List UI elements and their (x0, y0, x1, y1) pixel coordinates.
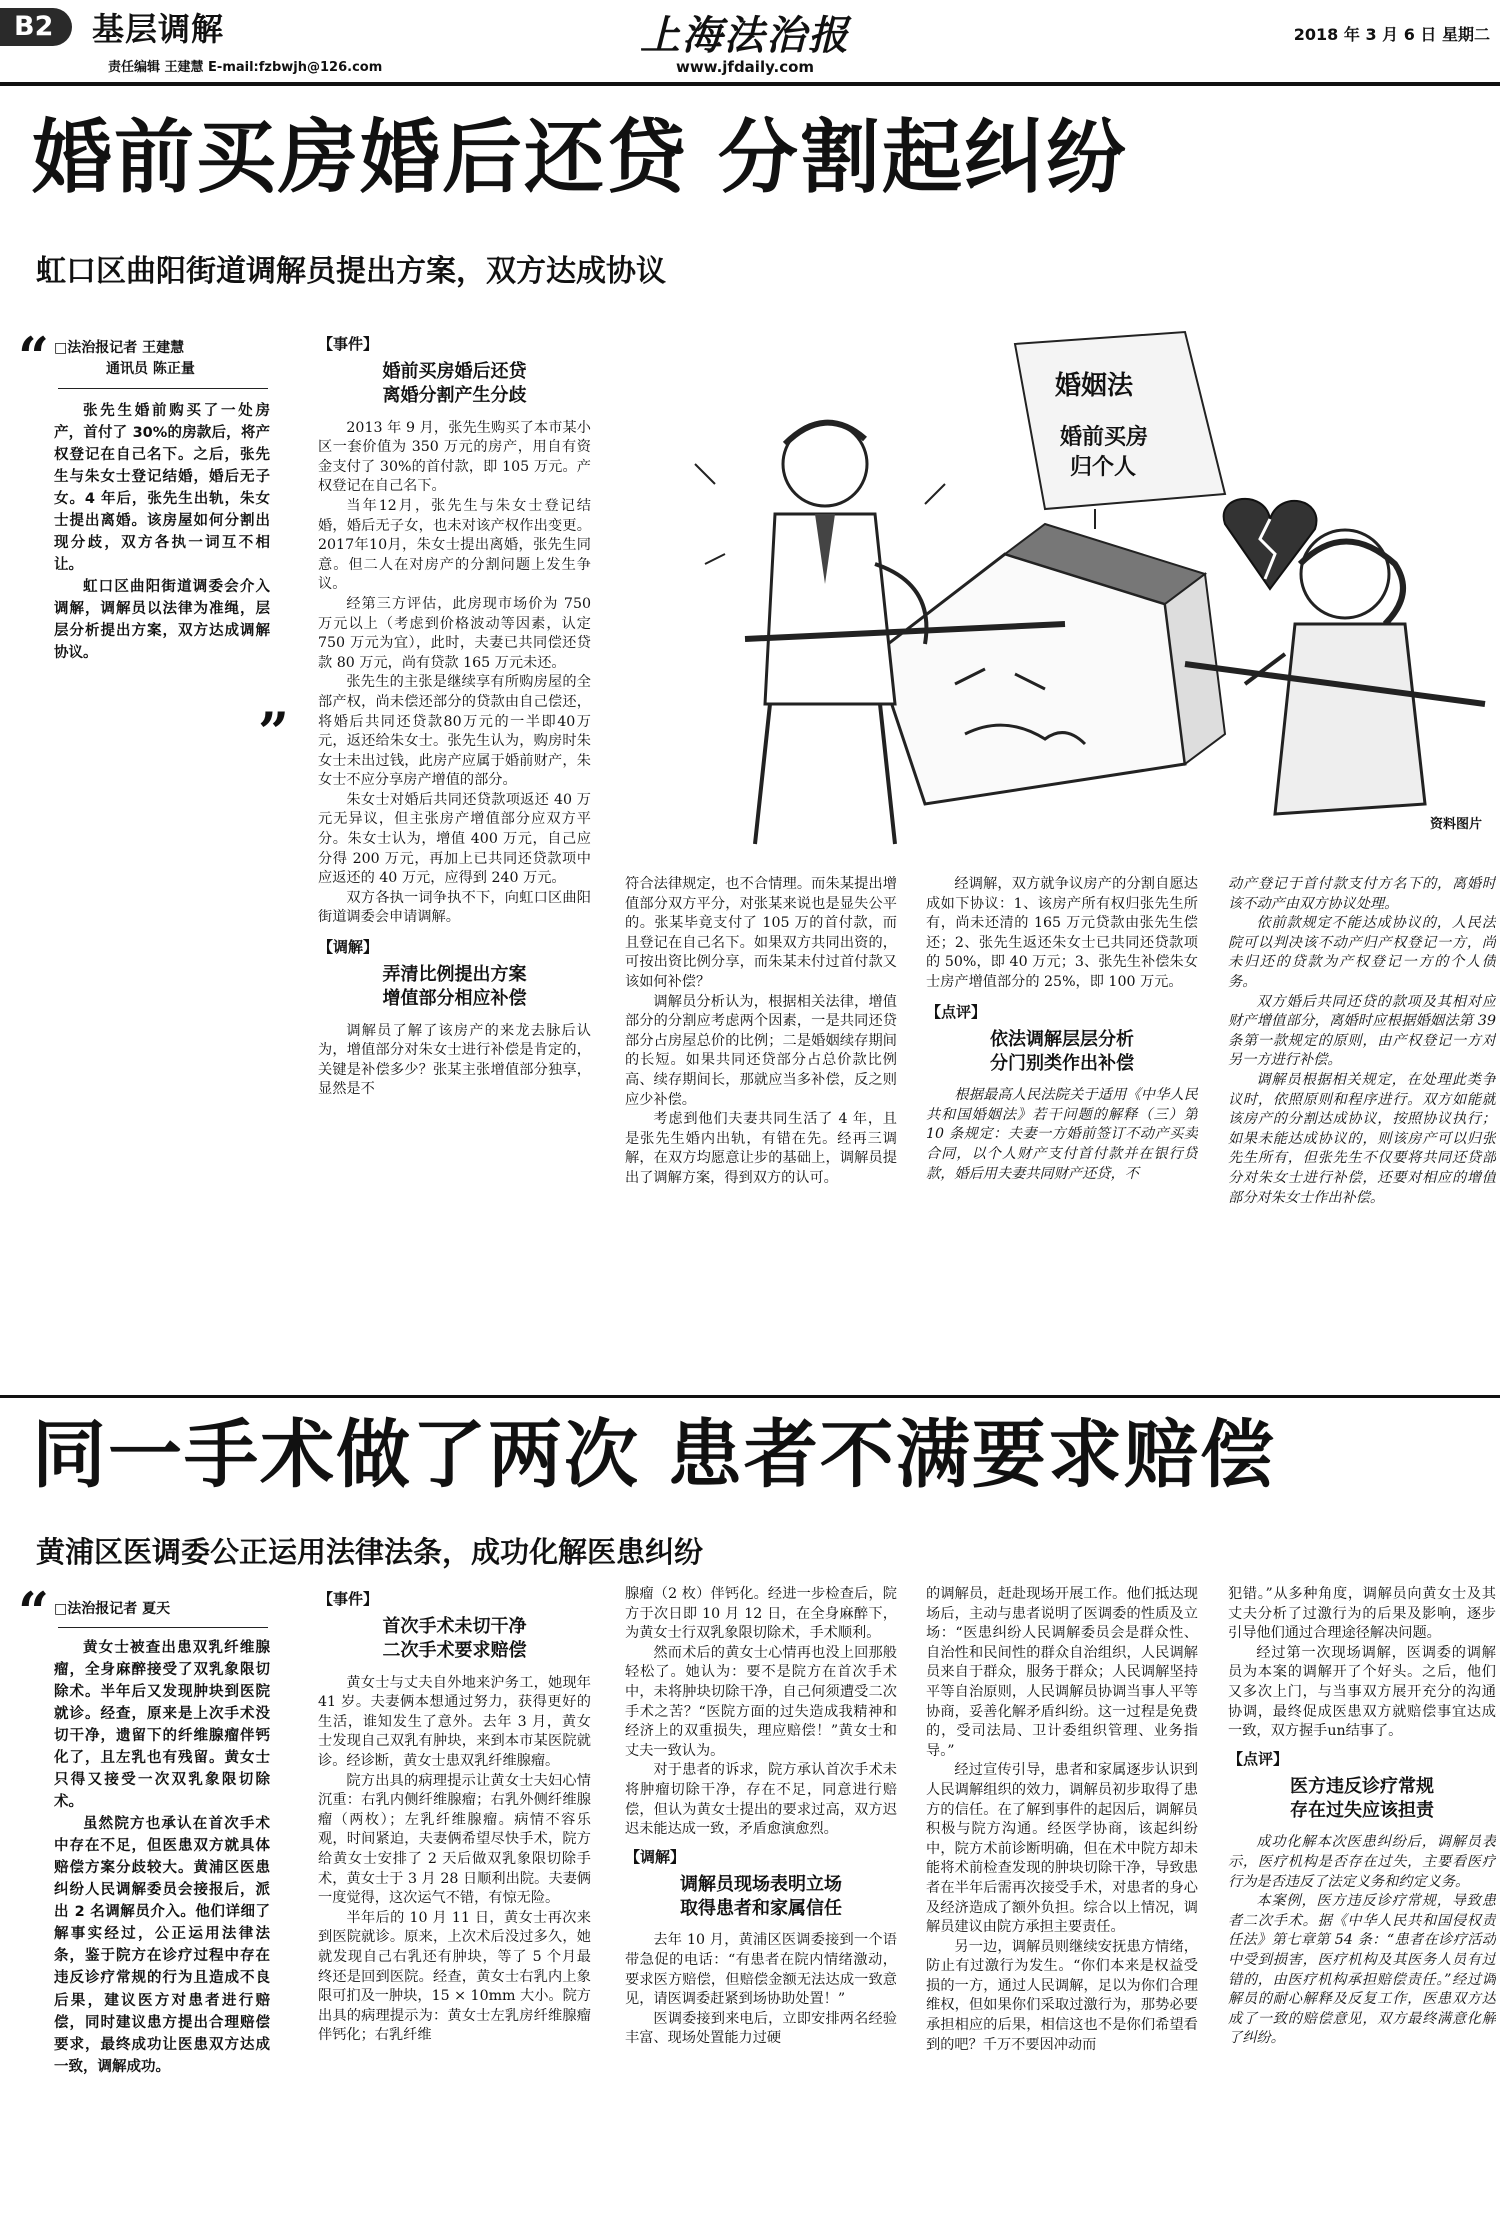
article-divider (0, 1395, 1500, 1398)
mediate-title: 弄清比例提出方案 增值部分相应补偿 (382, 964, 527, 1010)
article1-subheadline: 虹口区曲阳街道调解员提出方案，双方达成协议 (36, 254, 666, 289)
article2-col4: 的调解员，赶赴现场开展工作。他们抵达现场后，主动与患者说明了医调委的性质及立场：“医患纠纷人民调解委员会是群众性、自治性和民间性的群众自治组织，人民调解员来自于群众，服务于群众；人民调解坚持平等自治原则，人民调解员协调当事人平等协商，妥善化解矛盾纠纷。这一过程是免费的，受司法局、卫计委组织管理、业务指导。” 经过宣传引导，患者和家属逐步认识到人民调解组织的效力，调解员初步取得了患方的信任。在了解到事件的起因后，调解员积极与院方沟通。经医学协商，该起纠纷中，院方术前诊断明确，但在术中院方却未能将术前检查发现的肿块切除干净，导致患者在半年后需再次接受手术，对患者的身心及经济造成了额外负担。综合以上情况，调解员建议由院方承担主要责任。 另一边，调解员则继续安抚患方情绪，防止有过激行为发生。“你们本来是权益受损的一方，通过人民调解，足以为你们合理维权，但如果你们采取过激行为，那势必要承担相应的后果，相信这也不是你们希望看到的吧？千万不要因冲动而 (926, 1586, 1198, 2053)
lead-rule (58, 388, 268, 389)
article1-col2: 【事件】 婚前买房婚后还贷 离婚分割产生分歧 2013 年 9 月，张先生购买了本市某小区一套价值为 350 万元的房产，用自有资金支付了 30%的首付款，即 105 万元。产权登记在自己名下。 当年12月，张先生与朱女士登记结婚，婚后无子女，也未对该产权作出变更。2017年10月，朱女士提出离婚，张先生同意。但二人在对房产的分割问题上发生争议。 经第三方评估，此房现市场价为 750 万元以上（考虑到价格波动等因素，认定 750 万元为宜），此时，夫妻已共同偿还贷款 80 万元，尚有贷款 165 万元未还。 张先生的主张是继续享有所购房屋的全部产权，尚未偿还部分的贷款由自己偿还，将婚后共同还贷款80万元的一半即40万元，返还给朱女士。张先生认为，购房时朱女士未出过钱，此房产应属于婚前财产，朱女士不应分享房产增值的部分。 朱女士对婚后共同还贷款项返还 40 万元无异议，但主张房产增值部分应双方平分。朱女士认为，增值 400 万元，自己应分得 200 万元，再加上已共同还贷款项中应返还的 40 万元，应得到 240 万元。 双方各执一词争执不下，向虹口区曲阳街道调委会申请调解。 【调解】 弄清比例提出方案 增值部分相应补偿 调解员了解了该房产的来龙去脉后认为，增值部分对朱女士进行补偿是肯定的，关键是补偿多少？张某主张增值部分独享，显然是不 (318, 335, 591, 1098)
close-quote-icon: ” (258, 700, 290, 764)
issue-date: 2018 年 3 月 6 日 星期二 (1293, 25, 1490, 44)
masthead-logo: 上海法治报 (640, 12, 850, 59)
article2-lead-box (18, 1580, 293, 2225)
comment-title: 医方违反诊疗常规 存在过失应该担责 (1290, 1775, 1434, 1822)
mediate-title: 调解员现场表明立场 取得患者和家属信任 (680, 1873, 842, 1920)
divorce-house-cartoon (625, 324, 1500, 854)
article2-lead: 黄女士被查出患双乳纤维腺瘤，全身麻醉接受了双乳象限切除术。半年后又发现肿块到医院就诊。经查，原来是上次手术没切干净，遗留下的纤维腺瘤伴钙化了，且左乳也有残留。黄女士只得又接受一次双乳象限切除术。 虽然院方也承认在首次手术中存在不足，但医患双方就具体赔偿方案分歧较大。黄浦区医患纠纷人民调解委员会接报后，派出 2 名调解员介入。他们详细了解事实经过，公正运用法律法条，鉴于院方在诊疗过程中存在违反诊疗常规的行为且造成不良后果，建议医方对患者进行赔偿，同时建议患方提出合理赔偿要求，最终成功让医患双方达成一致，调解成功。 (54, 1640, 270, 2075)
article2-headline: 同一手术做了两次 患者不满要求赔偿 (32, 1412, 1276, 1498)
article2-col5: 犯错。”从多种角度，调解员向黄女士及其丈夫分析了过激行为的后果及影响，逐步引导他们通过合理途径解决问题。 经过第一次现场调解，医调委的调解员为本案的调解开了个好头。之后，他们又多次上门，与当事双方展开充分的沟通协调，最终促成医患双方就赔偿事宜达成一致，双方握手un结事了。 【点评】 医方违反诊疗常规 存在过失应该担责 成功化解本次医患纠纷后，调解员表示，医疗机构是否存在过失，主要看医疗行为是否违反了法定义务和约定义务。 本案例，医方违反诊疗常规，导致患者二次手术。据《中华人民共和国侵权责任法》第七章第 54 条：“患者在诊疗活动中受到损害，医疗机构及其医务人员有过错的，由医疗机构承担赔偿责任。”经过调解员的耐心解释及反复工作，医患双方达成了一致的赔偿意见，双方最终满意化解了纠纷。 (1228, 1586, 1496, 2047)
page-header (0, 0, 1500, 82)
sign-text-1: 婚姻法 (1055, 371, 1134, 401)
article2-col3: 腺瘤（2 枚）伴钙化。经进一步检查后，院方于次日即 10 月 12 日，在全身麻醉下，为黄女士行双乳象限切除术，手术顺利。 然而术后的黄女士心情再也没上回那般轻松了。她认为：要不是院方在首次手术中，未将肿块切除干净，自己何须遭受二次手术之苦？“医院方面的过失造成我精神和经济上的双重损失，理应赔偿！”黄女士和丈夫一致认为。 对于患者的诉求，院方承认首次手术未将肿瘤切除干净，存在不足，同意进行赔偿，但认为黄女士提出的要求过高，双方迟迟未能达成一致，矛盾愈演愈烈。 【调解】 调解员现场表明立场 取得患者和家属信任 去年 10 月，黄浦区医调委接到一个语带急促的电话：“有患者在院内情绪激动，要求医方赔偿，但赔偿金额无法达成一致意见，请医调委赶紧到场协助处置！” 医调委接到来电后，立即安排两名经验丰富、现场处置能力过硬 (625, 1586, 897, 2047)
event-title: 婚前买房婚后还贷 离婚分割产生分歧 (382, 361, 527, 407)
article2-col2: 【事件】 首次手术未切干净 二次手术要求赔偿 黄女士与丈夫自外地来沪务工，她现年 41 岁。夫妻俩本想通过努力，获得更好的生活，谁知发生了意外。去年 3 月，黄女士发现自己双乳有肿块，来到本市某医院就诊。经诊断，黄女士患双乳纤维腺瘤。 院方出具的病理提示让黄女士夫妇心情沉重：右乳内侧纤维腺瘤；右乳外侧纤维腺瘤（两枚）；左乳纤维腺瘤。病情不容乐观，时间紧迫，夫妻俩希望尽快手术，院方给黄女士安排了 2 天后做双乳象限切除手术，黄女士于 3 月 28 日顺利出院。夫妻俩一度觉得，这次运气不错，有惊无险。 半年后的 10 月 11 日，黄女士再次来到医院就诊。原来，上次术后没过多久，她就发现自己右乳还有肿块，等了 5 个月最终还是回到医院。经查，黄女士右乳内上象限可扪及一肿块，15 × 10mm 大小。院方出具的病理提示为：黄女士左乳房纤维腺瘤伴钙化；右乳纤维 (318, 1590, 591, 2044)
article1-col5: 动产登记于首付款支付方名下的，离婚时该不动产由双方协议处理。 依前款规定不能达成协议的，人民法院可以判决该不动产归产权登记一方，尚未归还的贷款为产权登记一方的个人债务。 双方婚后共同还贷的款项及其相对应财产增值部分，离婚时应根据婚姻法第 39 条第一款规定的原则，由产权登记一方对另一方进行补偿。 调解员根据相关规定，在处理此类争议时，依照原则和程序进行。双方如能就该房产的分割达成协议，按照协议执行；如果未能达成协议的，则该房产可以归张先生所有，但张先生不仅要将共同还贷部分对朱女士进行补偿，还要对相应的增值部分对朱女士作出补偿。 (1228, 876, 1496, 1206)
article1-byline: □法治报记者 王建慧 通讯员 陈正量 (54, 340, 195, 377)
article2-subheadline: 黄浦区医调委公正运用法律法条，成功化解医患纠纷 (36, 1535, 704, 1569)
article2-byline: □法治报记者 夏天 (54, 1601, 171, 1617)
article1-lead-box (18, 325, 293, 764)
section-name: 基层调解 (92, 10, 225, 48)
article1-col4: 经调解，双方就争议房产的分割自愿达成如下协议：1、该房产所有权归张先生所有，尚未还清的 165 万元贷款由张先生偿还；2、张先生返还朱女士已共同还贷款项的 50%，即 40 万元；3、张先生补偿朱女士房产增值部分的 25%，即 100 万元。 【点评】 依法调解层层分析 分门别类作出补偿 根据最高人民法院关于适用《中华人民共和国婚姻法》若干问题的解释（三）第 10 条规定：夫妻一方婚前签订不动产买卖合同，以个人财产支付首付款并在银行贷款，婚后用夫妻共同财产还贷，不 (926, 876, 1198, 1182)
article1-lead: 张先生婚前购买了一处房产，首付了 30%的房款后，将产权登记在自己名下。之后，张先生与朱女士登记结婚，婚后无子女。4 年后，张先生出轨，朱女士提出离婚。该房屋如何分割出现分歧，双方各执一词互不相让。 虹口区曲阳街道调委会介入调解，调解员以法律为准绳，层层分析提出方案，双方达成调解协议。 (54, 403, 270, 662)
sign-text-2: 婚前买房 (1060, 425, 1149, 450)
event-title: 首次手术未切干净 二次手术要求赔偿 (382, 1616, 527, 1662)
editor-info: 责任编辑 王建慧 E-mail:fzbwjh@126.com (108, 60, 383, 75)
sign-text-3: 归个人 (1070, 455, 1137, 480)
open-quote-icon: “ (18, 1580, 50, 1644)
article1-col3: 符合法律规定，也不合情理。而朱某提出增值部分双方平分，对张某来说也是显失公平的。张某毕竟支付了 105 万的首付款，而且登记在自己名下。如果双方共同出资的，可按出资比例分享，而朱某未付过首付款又该如何补偿？ 调解员分析认为，根据相关法律，增值部分的分割应考虑两个因素，一是共同还贷部分占房屋总价的比例；二是婚姻续存期间的长短。如果共同还贷部分占总价款比例高、续存期间长，那就应当多补偿，反之则应少补偿。 考虑到他们夫妻共同生活了 4 年，且是张先生婚内出轨，有错在先。经再三调解，在双方均愿意让步的基础上，调解员提出了调解方案，得到双方的认可。 (625, 876, 897, 1186)
open-quote-icon: “ (18, 325, 50, 389)
image-caption: 资料图片 (1429, 817, 1482, 832)
header-rule (0, 82, 1500, 86)
comment-title: 依法调解层层分析 分门别类作出补偿 (990, 1028, 1134, 1074)
article1-headline: 婚前买房婚后还贷 分割起纠纷 (32, 111, 1128, 204)
lead-rule (58, 1627, 268, 1628)
website-url: www.jfdaily.com (675, 58, 815, 76)
page-badge: B2 (0, 8, 72, 46)
cartoon-illustration (625, 324, 1500, 854)
